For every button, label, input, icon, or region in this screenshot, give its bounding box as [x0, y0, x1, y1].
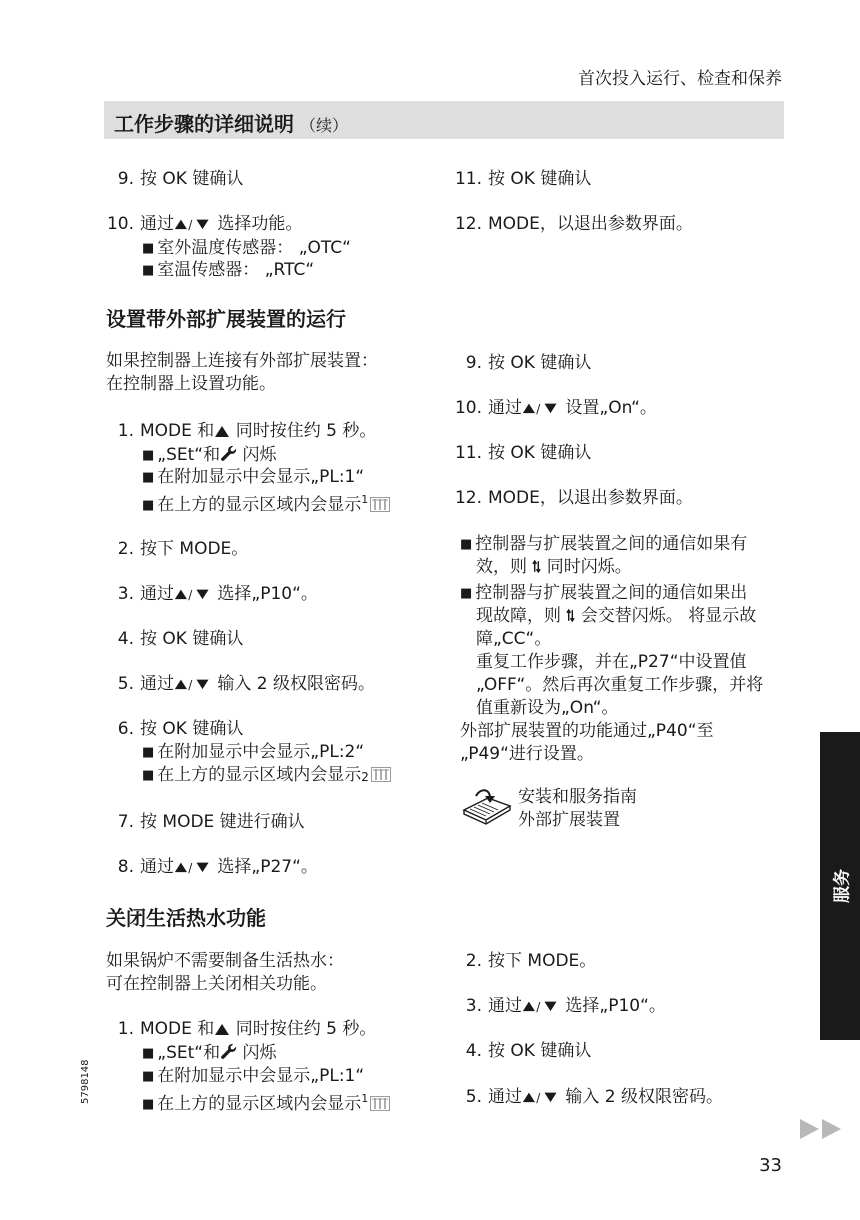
display-segments-icon [371, 767, 391, 782]
s3-step-3: 3. 通过 选择„P10“。 [465, 996, 666, 1016]
s2-step-5: 5. 通过 输入 2 级权限密码。 [117, 674, 376, 694]
next-page-arrows-icon [800, 1118, 844, 1140]
book-reference-icon [460, 786, 514, 830]
title-cont: （续） [300, 116, 349, 135]
s3-bullet-display1: ■ 在上方的显示区域内会显示$^1$ [142, 1088, 390, 1116]
document-number: 5798148 [80, 1059, 91, 1104]
note-communication-ok: ■ 控制器与扩展装置之间的通信如果有 效，则 同时闪烁。 [460, 534, 748, 577]
step-12: 12. MODE，以退出参数界面。 [454, 214, 693, 234]
s3-bullet-pl1: ■ 在附加显示中会显示„PL:1“ [142, 1066, 365, 1086]
s2-step-7: 7. 按 MODE 键进行确认 [117, 812, 305, 832]
title-bar [104, 101, 784, 139]
s2-step-3: 3. 通过 选择„P10“。 [117, 584, 318, 604]
up-down-arrows-icon [522, 999, 560, 1013]
s2-bullet-display2: ■ 在上方的显示区域内会显示2 [142, 764, 391, 788]
section-header: 首次投入运行、检查和保养 [578, 69, 782, 89]
display-segments-icon [370, 497, 390, 512]
s2-step-9: 9. 按 OK 键确认 [465, 353, 592, 373]
up-down-arrows-icon [174, 587, 212, 601]
section2-intro: 如果控制器上连接有外部扩展装置： 在控制器上设置功能。 [106, 351, 378, 394]
s2-bullet-pl1: ■ 在附加显示中会显示„PL:1“ [142, 467, 365, 487]
up-down-arrows-icon [174, 677, 212, 691]
section-heading-dhw-off: 关闭生活热水功能 [106, 906, 266, 930]
s2-step-4: 4. 按 OK 键确认 [117, 629, 244, 649]
display-segments-icon [370, 1096, 390, 1111]
section-heading-external-extension: 设置带外部扩展装置的运行 [106, 307, 346, 331]
s3-step-4: 4. 按 OK 键确认 [465, 1041, 592, 1061]
bullet-rtc: ■ 室温传感器： „RTC“ [142, 260, 315, 280]
up-down-arrows-icon [522, 1090, 560, 1104]
step-10: 10. 通过 选择功能。 [106, 214, 303, 234]
s2-bullet-set: ■ „SEt“和 闪烁 [142, 445, 277, 465]
wrench-icon [220, 445, 237, 462]
step-9: 9. 按 OK 键确认 [117, 169, 244, 189]
up-down-arrows-icon [174, 860, 212, 874]
step-11: 11. 按 OK 键确认 [454, 169, 592, 189]
page-title [114, 108, 348, 137]
function-note: 外部扩展装置的功能通过„P40“至 „P49“进行设置。 [460, 721, 714, 764]
s2-bullet-pl2: ■ 在附加显示中会显示„PL:2“ [142, 742, 365, 762]
s3-step-1: 1. MODE 和 同时按住约 5 秒。 [117, 1019, 377, 1039]
s2-bullet-display1: ■ 在上方的显示区域内会显示$^1$ [142, 489, 390, 517]
s2-step-8: 8. 通过 选择„P27“。 [117, 857, 318, 877]
up-down-arrows-icon [174, 217, 212, 231]
s2-step-10: 10. 通过 设置„On“。 [454, 398, 657, 418]
page-number: 33 [759, 1155, 782, 1176]
title-main: 工作步骤的详细说明 [114, 112, 294, 136]
s2-step-6: 6. 按 OK 键确认 [117, 719, 244, 739]
s2-step-11: 11. 按 OK 键确认 [454, 443, 592, 463]
s2-step-1: 1. MODE 和 同时按住约 5 秒。 [117, 421, 377, 441]
note-communication-fault: ■ 控制器与扩展装置之间的通信如果出 现故障，则 会交替闪烁。 将显示故 障„CC“。 重复工作步骤，并在„P27“中设置值 „OFF“。然后再次重复工作步骤，并将 值重新设为„On“。 [460, 583, 764, 718]
reference-text: 安装和服务指南 外部扩展装置 [518, 787, 637, 830]
wrench-icon [220, 1043, 237, 1060]
s3-bullet-set: ■ „SEt“和 闪烁 [142, 1043, 277, 1063]
up-arrow-icon [214, 424, 230, 438]
s2-step-12: 12. MODE，以退出参数界面。 [454, 488, 693, 508]
side-tab-service: 服务 [820, 732, 860, 1040]
s3-step-5: 5. 通过 输入 2 级权限密码。 [465, 1087, 724, 1107]
bullet-otc: ■ 室外温度传感器： „OTC“ [142, 238, 351, 258]
section3-intro: 如果锅炉不需要制备生活热水： 可在控制器上关闭相关功能。 [106, 951, 344, 994]
s3-step-2: 2. 按下 MODE。 [465, 951, 597, 971]
up-arrow-icon [214, 1022, 230, 1036]
s2-step-2: 2. 按下 MODE。 [117, 539, 249, 559]
up-down-arrows-icon [522, 401, 560, 415]
